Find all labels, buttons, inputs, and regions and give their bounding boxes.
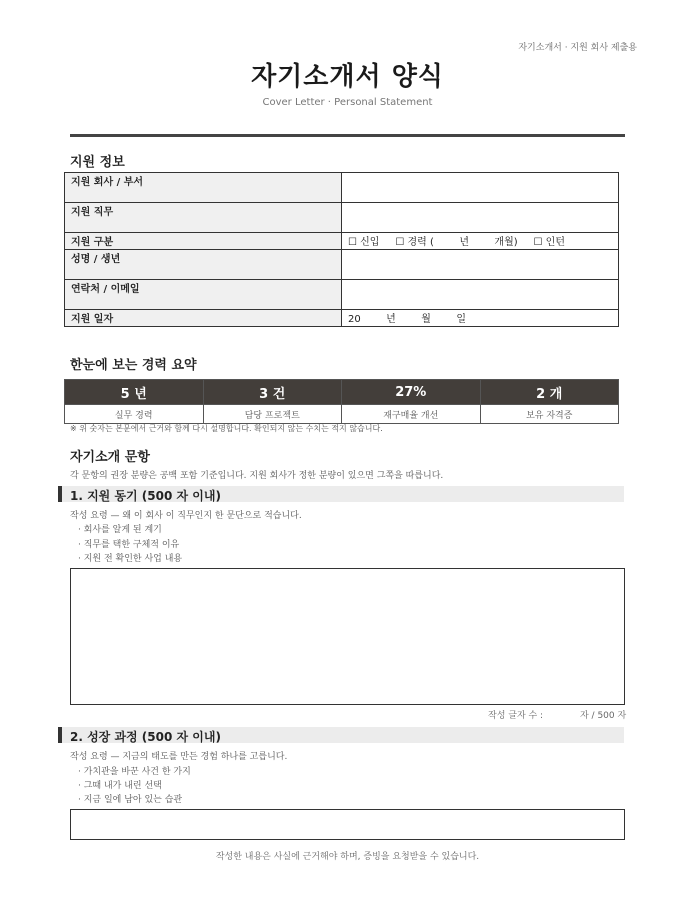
info-row-contact xyxy=(65,280,619,310)
question-2-bullet: · 가치관을 바꾼 사건 한 가지 xyxy=(78,767,191,777)
info-label: 지원 일자 xyxy=(65,310,342,327)
career-summary-heading: 한눈에 보는 경력 요약 xyxy=(70,358,197,373)
info-label: 지원 직무 xyxy=(65,203,342,233)
stats-labels-row xyxy=(65,405,619,424)
application-type-options[interactable]: ☐ 신입 ☐ 경력 ( 년 개월) ☐ 인턴 xyxy=(342,233,619,250)
contact-field[interactable] xyxy=(342,280,619,310)
career-summary-note: ※ 위 숫자는 본문에서 근거와 함께 다시 설명합니다. 확인되지 않는 수치는 적지 않습니다. xyxy=(70,424,383,433)
info-row-type xyxy=(65,233,619,250)
title-divider xyxy=(70,134,625,137)
info-label: 성명 / 생년 xyxy=(65,250,342,280)
info-label: 연락처 / 이메일 xyxy=(65,280,342,310)
name-birth-field[interactable] xyxy=(342,250,619,280)
question-1-bullet: · 회사를 알게 된 계기 xyxy=(78,525,162,535)
question-1-bullet: · 지원 전 확인한 사업 내용 xyxy=(78,554,183,564)
page-subtitle: Cover Letter · Personal Statement xyxy=(262,97,433,108)
page-title: 자기소개서 양식 xyxy=(251,62,444,92)
stat-value: 3 건 xyxy=(203,380,342,405)
question-2-bullet: · 지금 일에 남아 있는 습관 xyxy=(78,795,183,805)
top-note: 자기소개서 · 지원 회사 제출용 xyxy=(518,43,637,53)
applicant-info-heading: 지원 정보 xyxy=(70,155,125,170)
stats-values-row xyxy=(65,380,619,405)
question-1-title: 1. 지원 동기 (500 자 이내) xyxy=(70,489,221,503)
question-1-answer-box[interactable] xyxy=(70,568,625,705)
position-field[interactable] xyxy=(342,203,619,233)
stat-label: 담당 프로젝트 xyxy=(203,405,342,424)
question-2-guide: 작성 요령 — 지금의 태도를 만든 경험 하나를 고릅니다. xyxy=(70,752,288,762)
info-label: 지원 구분 xyxy=(65,233,342,250)
question-1-counter-limit: 자 / 500 자 xyxy=(580,711,627,721)
question-2-title: 2. 성장 과정 (500 자 이내) xyxy=(70,730,221,744)
stat-value: 2 개 xyxy=(480,380,619,405)
stat-value: 5 년 xyxy=(65,380,204,405)
self-intro-heading: 자기소개 문항 xyxy=(70,450,150,465)
info-row-company xyxy=(65,173,619,203)
stat-value: 27% xyxy=(342,380,481,405)
info-row-position xyxy=(65,203,619,233)
company-field[interactable] xyxy=(342,173,619,203)
info-label: 지원 회사 / 부서 xyxy=(65,173,342,203)
applicant-info-table xyxy=(64,172,619,327)
question-1-bullet: · 직무를 택한 구체적 이유 xyxy=(78,540,180,550)
stat-label: 재구매율 개선 xyxy=(342,405,481,424)
question-2-answer-box[interactable] xyxy=(70,809,625,840)
question-2-bullet: · 그때 내가 내린 선택 xyxy=(78,781,162,791)
stat-label: 보유 자격증 xyxy=(480,405,619,424)
career-summary-table xyxy=(64,379,619,424)
question-1-guide: 작성 요령 — 왜 이 회사 이 직무인지 한 문단으로 적습니다. xyxy=(70,511,302,521)
application-date-field[interactable]: 20 년 월 일 xyxy=(342,310,619,327)
self-intro-description: 각 문항의 권장 분량은 공백 포함 기준입니다. 지원 회사가 정한 분량이 있으면 그쪽을 따릅니다. xyxy=(70,471,444,481)
info-row-name xyxy=(65,250,619,280)
stat-label: 실무 경력 xyxy=(65,405,204,424)
info-row-date xyxy=(65,310,619,327)
question-1-accent xyxy=(58,486,62,502)
footer-note: 작성한 내용은 사실에 근거해야 하며, 증빙을 요청받을 수 있습니다. xyxy=(215,852,480,862)
question-2-accent xyxy=(58,727,62,743)
question-1-counter-label: 작성 글자 수 : xyxy=(488,711,544,721)
